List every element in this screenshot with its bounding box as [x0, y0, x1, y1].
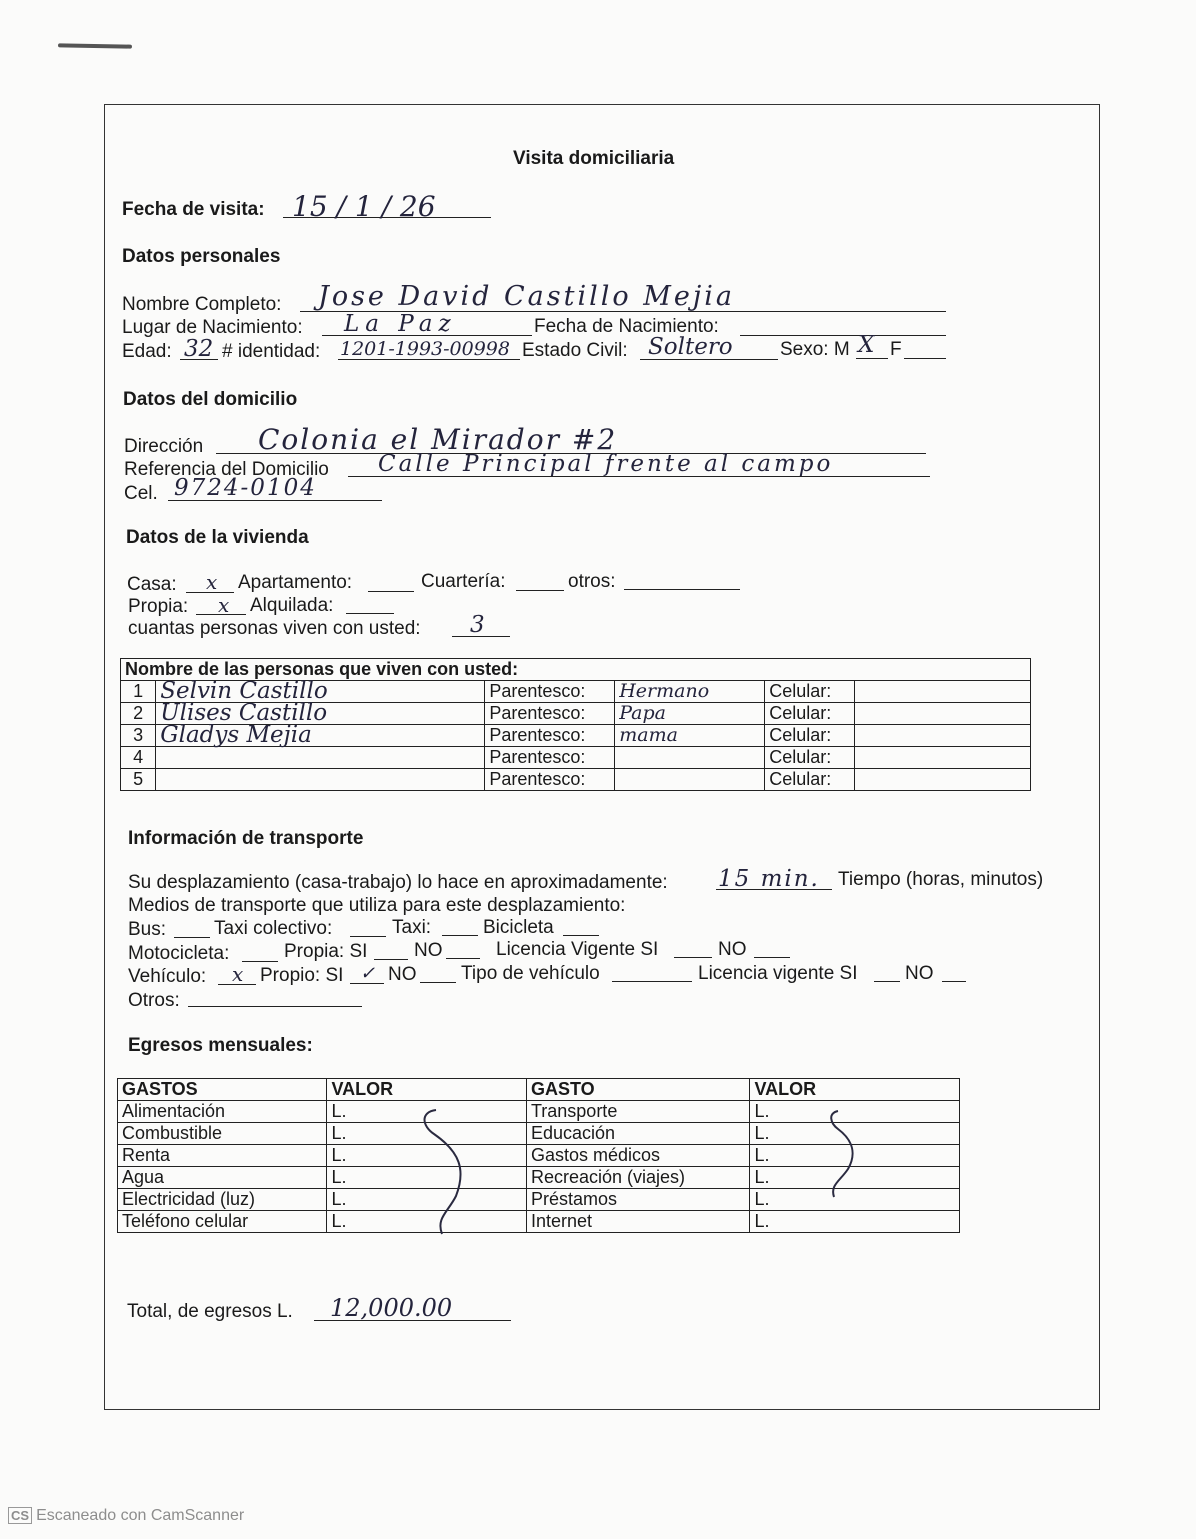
cell-value[interactable]: [854, 725, 1030, 747]
expense-left-label: Agua: [118, 1167, 327, 1189]
cell-value[interactable]: [854, 769, 1030, 791]
person-name[interactable]: Gladys Mejia: [156, 725, 485, 747]
sex-f-label: F: [890, 339, 902, 360]
moto-propia-si-line[interactable]: [374, 959, 408, 960]
expense-left-label: Alimentación: [118, 1101, 327, 1123]
apartamento-label: Apartamento:: [238, 572, 353, 593]
expense-left-value[interactable]: L.: [327, 1123, 526, 1145]
moto-propia-no-label: NO: [414, 940, 443, 961]
id-label: # identidad:: [222, 341, 321, 362]
sex-m-line: [856, 358, 888, 359]
expense-left-label: Electricidad (luz): [118, 1189, 327, 1211]
bus-label: Bus:: [128, 919, 167, 940]
taxi-colectivo-line[interactable]: [350, 936, 386, 937]
birthdate-line[interactable]: [740, 335, 946, 336]
means-label: Medios de transporte que utiliza para este desplazamiento:: [128, 895, 626, 916]
tipo-vehiculo-line[interactable]: [612, 981, 692, 982]
name-label: Nombre Completo:: [122, 294, 282, 315]
transport-heading: Información de transporte: [128, 828, 364, 849]
moto-propia-si-label: Propia: SI: [284, 941, 368, 962]
row-number: 4: [121, 747, 156, 769]
expense-right-value[interactable]: L.: [750, 1167, 960, 1189]
motocicleta-label: Motocicleta:: [128, 943, 230, 964]
moto-licencia-no-label: NO: [718, 939, 747, 960]
vehiculo-propio-no-label: NO: [388, 964, 417, 985]
motocicleta-line[interactable]: [242, 961, 278, 962]
persons-value[interactable]: 3: [470, 612, 485, 638]
casa-label: Casa:: [127, 574, 177, 595]
total-label: Total, de egresos L.: [127, 1301, 293, 1322]
left-brace-mark: [400, 1100, 480, 1240]
cuarteria-label: Cuartería:: [421, 571, 506, 592]
expense-right-value[interactable]: L.: [750, 1101, 960, 1123]
persons-label: cuantas personas viven con usted:: [128, 618, 421, 639]
reference-label: Referencia del Domicilio: [124, 459, 329, 480]
expense-left-label: Combustible: [118, 1123, 327, 1145]
casa-mark[interactable]: x: [206, 570, 218, 594]
relation-label: Parentesco:: [485, 703, 615, 725]
otros-transport-line[interactable]: [188, 1006, 362, 1007]
expense-right-value[interactable]: L.: [750, 1145, 960, 1167]
sex-label: Sexo: M: [780, 339, 850, 360]
cuarteria-line[interactable]: [516, 590, 564, 591]
vehiculo-propio-si-label: Propio: SI: [260, 965, 344, 986]
cell-value[interactable]: [854, 747, 1030, 769]
col-valor2-header: VALOR: [750, 1079, 960, 1101]
taxi-line[interactable]: [442, 935, 478, 936]
moto-propia-no-line[interactable]: [446, 958, 480, 959]
commute-label: Su desplazamiento (casa-trabajo) lo hace en aproximadamente:: [128, 872, 668, 893]
expense-right-label: Préstamos: [526, 1189, 750, 1211]
name-value[interactable]: Jose David Castillo Mejia: [318, 281, 735, 312]
otros-label: otros:: [568, 571, 616, 592]
expense-right-label: Internet: [526, 1211, 750, 1233]
expense-left-value[interactable]: L.: [327, 1189, 526, 1211]
expense-left-value[interactable]: L.: [327, 1145, 526, 1167]
cell-label: Cel.: [124, 483, 158, 504]
relation-label: Parentesco:: [485, 769, 615, 791]
col-gasto-header: GASTO: [526, 1079, 750, 1101]
relation-value[interactable]: [615, 769, 765, 791]
scan-edge-mark: [58, 43, 132, 48]
sex-m-mark[interactable]: X: [858, 332, 875, 358]
cell-value[interactable]: [854, 681, 1030, 703]
moto-licencia-si-line[interactable]: [674, 957, 712, 958]
expense-right-value[interactable]: L.: [750, 1189, 960, 1211]
reference-value[interactable]: Calle Principal frente al campo: [378, 451, 834, 477]
right-brace-mark: [820, 1105, 870, 1200]
relation-label: Parentesco:: [485, 747, 615, 769]
relation-label: Parentesco:: [485, 725, 615, 747]
alquilada-label: Alquilada:: [250, 595, 334, 616]
person-name[interactable]: [156, 769, 485, 791]
household-table: [120, 658, 1031, 791]
relation-value[interactable]: [615, 747, 765, 769]
expense-right-label: Transporte: [526, 1101, 750, 1123]
cell-value[interactable]: 9724-0104: [174, 475, 317, 501]
bus-line[interactable]: [174, 937, 210, 938]
otros-line[interactable]: [624, 589, 740, 590]
propia-mark[interactable]: x: [218, 593, 230, 617]
row-number: 5: [121, 769, 156, 791]
commute-value[interactable]: 15 min.: [718, 866, 820, 892]
visit-date-value[interactable]: 15 / 1 / 26: [292, 190, 436, 223]
relation-value[interactable]: Hermano: [615, 681, 765, 703]
table-row: [121, 769, 1031, 791]
expense-right-label: Educación: [526, 1123, 750, 1145]
cell-label: Celular:: [765, 681, 855, 703]
scanner-footer: [8, 1507, 244, 1525]
birthplace-value[interactable]: La Paz: [344, 311, 457, 337]
vehiculo-licencia-no-label: NO: [905, 963, 934, 984]
vehiculo-licencia-no-line[interactable]: [942, 981, 966, 982]
vehiculo-licencia-si-line[interactable]: [874, 981, 900, 982]
cell-value[interactable]: [854, 703, 1030, 725]
propia-label: Propia:: [128, 596, 189, 617]
relation-value[interactable]: mama: [615, 725, 765, 747]
table-row: [121, 747, 1031, 769]
expense-right-value[interactable]: L.: [750, 1123, 960, 1145]
civil-label: Estado Civil:: [522, 340, 628, 361]
commute-unit: Tiempo (horas, minutos): [838, 869, 1044, 890]
vehiculo-licencia-si-label: Licencia vigente SI: [698, 963, 858, 984]
birthplace-label: Lugar de Nacimiento:: [122, 317, 303, 338]
vehiculo-mark[interactable]: x: [232, 962, 244, 986]
relation-value[interactable]: Papa: [615, 703, 765, 725]
taxi-colectivo-label: Taxi colectivo:: [214, 918, 333, 939]
housing-heading: Datos de la vivienda: [126, 527, 309, 548]
person-name[interactable]: Ulises Castillo: [156, 703, 485, 725]
person-name[interactable]: Selvin Castillo: [156, 681, 485, 703]
civil-value[interactable]: Soltero: [648, 334, 733, 360]
domicile-heading: Datos del domicilio: [123, 389, 298, 410]
scanner-footer-text: Escaneado con CamScanner: [36, 1507, 245, 1524]
cell-label: Celular:: [765, 725, 855, 747]
person-name[interactable]: [156, 747, 485, 769]
cell-label: Celular:: [765, 769, 855, 791]
bicicleta-label: Bicicleta: [483, 917, 554, 938]
visit-date-label: Fecha de visita:: [122, 199, 265, 220]
cell-label: Celular:: [765, 703, 855, 725]
row-number: 2: [121, 703, 156, 725]
page-title: Visita domiciliaria: [513, 148, 675, 169]
vehiculo-label: Vehículo:: [128, 966, 207, 987]
relation-label: Parentesco:: [485, 681, 615, 703]
address-value[interactable]: Colonia el Mirador #2: [258, 423, 618, 456]
id-value[interactable]: 1201-1993-00998: [340, 338, 510, 360]
expense-left-value[interactable]: L.: [327, 1211, 526, 1233]
col-gastos-header: GASTOS: [118, 1079, 327, 1101]
table-row: [118, 1211, 960, 1233]
row-number: 3: [121, 725, 156, 747]
expense-left-label: Renta: [118, 1145, 327, 1167]
tipo-vehiculo-label: Tipo de vehículo: [461, 963, 600, 984]
expense-right-value[interactable]: L.: [750, 1211, 960, 1233]
bicicleta-line[interactable]: [563, 935, 599, 936]
moto-licencia-no-line[interactable]: [754, 957, 790, 958]
expenses-header-row: [118, 1079, 960, 1101]
vehiculo-propio-no-line[interactable]: [420, 982, 456, 983]
moto-licencia-si-label: Licencia Vigente SI: [496, 939, 659, 960]
table-row: [121, 725, 1031, 747]
alquilada-line[interactable]: [346, 613, 394, 614]
age-value[interactable]: 32: [184, 336, 214, 362]
row-number: 1: [121, 681, 156, 703]
expense-left-label: Teléfono celular: [118, 1211, 327, 1233]
camscanner-logo: CS: [8, 1507, 32, 1524]
address-label: Dirección: [124, 436, 204, 457]
cell-label: Celular:: [765, 747, 855, 769]
expense-right-label: Gastos médicos: [526, 1145, 750, 1167]
taxi-label: Taxi:: [392, 917, 432, 938]
expenses-heading: Egresos mensuales:: [128, 1035, 313, 1056]
sex-f-line[interactable]: [904, 358, 946, 359]
household-header: Nombre de las personas que viven con usted:: [121, 659, 1031, 681]
vehiculo-propio-mark[interactable]: ✓: [360, 963, 376, 984]
expense-right-label: Recreación (viajes): [526, 1167, 750, 1189]
col-valor-header: VALOR: [327, 1079, 526, 1101]
otros-transport-label: Otros:: [128, 990, 180, 1011]
apartamento-line[interactable]: [368, 591, 414, 592]
birthdate-label: Fecha de Nacimiento:: [534, 316, 719, 337]
personal-heading: Datos personales: [122, 246, 281, 267]
total-value[interactable]: 12,000.00: [330, 1294, 453, 1322]
expense-left-value[interactable]: L.: [327, 1167, 526, 1189]
expense-left-value[interactable]: L.: [327, 1101, 526, 1123]
age-label: Edad:: [122, 341, 172, 362]
